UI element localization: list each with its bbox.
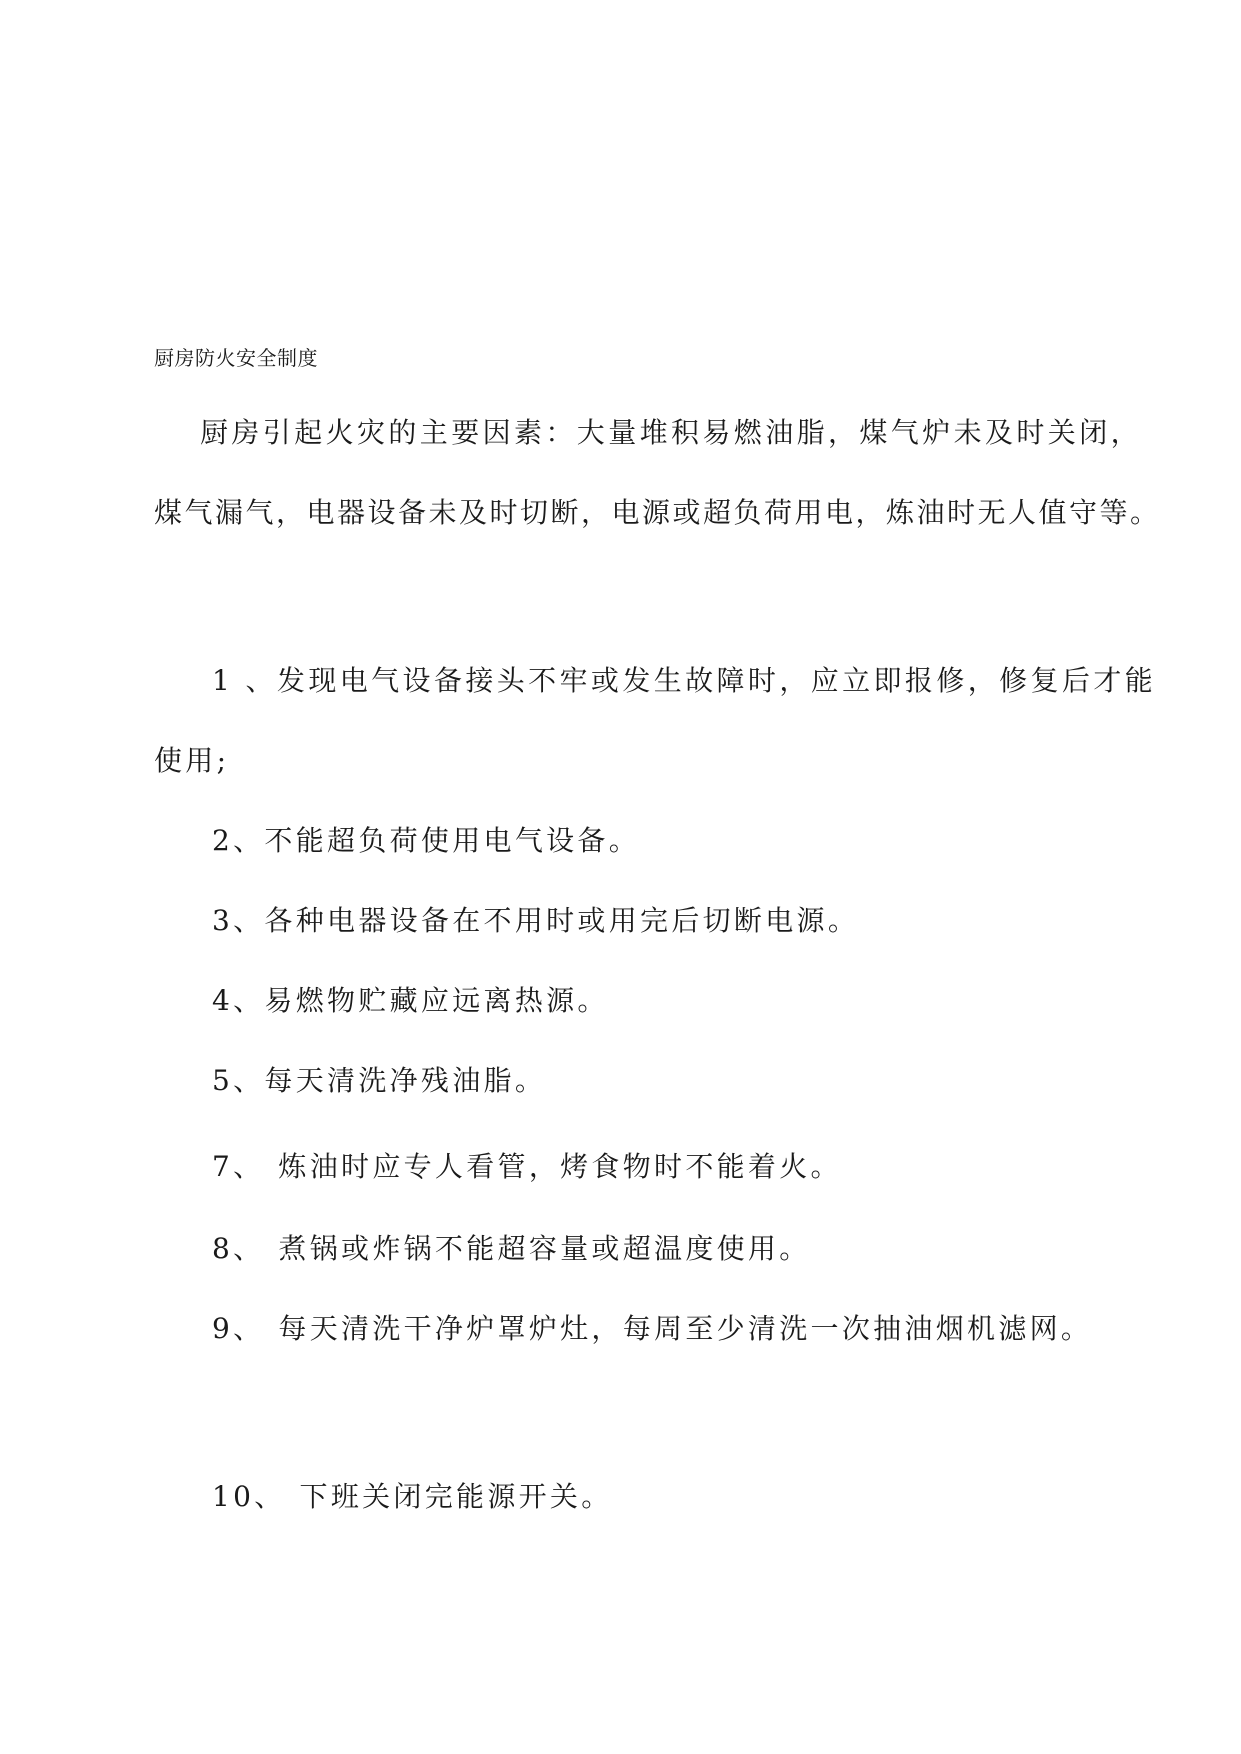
rule-item-8 — [212, 1232, 811, 1266]
rule-item-text: 煮锅或炸锅不能超容量或超温度使用。 — [278, 1232, 811, 1265]
rule-item-text: 每天清洗净残油脂。 — [264, 1064, 547, 1097]
rule-item-number: 4、 — [212, 984, 265, 1017]
rule-item-number: 9、 — [212, 1312, 265, 1345]
rule-item-number: 1 、 — [212, 664, 277, 697]
rule-item-number: 10、 — [212, 1480, 286, 1513]
rule-item-9 — [212, 1312, 1092, 1346]
rule-item-1 — [212, 664, 1156, 698]
rule-item-4 — [212, 984, 609, 1018]
rule-item-text: 炼油时应专人看管，烤食物时不能着火。 — [278, 1150, 842, 1183]
rule-item-text: 每天清洗干净炉罩炉灶，每周至少清洗一次抽油烟机滤网。 — [278, 1312, 1093, 1345]
intro-paragraph-line-2: 煤气漏气，电器设备未及时切断，电源或超负荷用电，炼油时无人值守等。 — [154, 496, 1161, 529]
rule-item-2 — [212, 824, 640, 858]
rule-item-text: 下班关闭完能源开关。 — [299, 1480, 613, 1513]
rule-item-5 — [212, 1064, 546, 1098]
rule-item-1-continuation: 使用; — [154, 744, 230, 777]
rule-item-number: 2、 — [212, 824, 265, 857]
rule-item-text: 发现电气设备接头不牢或发生故障时，应立即报修，修复后才能 — [276, 664, 1157, 697]
rule-item-number: 8、 — [212, 1232, 265, 1265]
rule-item-10 — [212, 1480, 613, 1514]
rule-item-text: 不能超负荷使用电气设备。 — [264, 824, 641, 857]
intro-paragraph-line-1: 厨房引起火灾的主要因素：大量堆积易燃油脂，煤气炉未及时关闭， — [200, 416, 1143, 449]
rule-item-text: 各种电器设备在不用时或用完后切断电源。 — [264, 904, 860, 937]
rule-item-7 — [212, 1150, 842, 1184]
rule-item-number: 5、 — [212, 1064, 265, 1097]
document-title: 厨房防火安全制度 — [154, 346, 318, 370]
rule-item-text: 易燃物贮藏应远离热源。 — [264, 984, 609, 1017]
rule-item-number: 3、 — [212, 904, 265, 937]
rule-item-number: 7、 — [212, 1150, 265, 1183]
rule-item-3 — [212, 904, 859, 938]
